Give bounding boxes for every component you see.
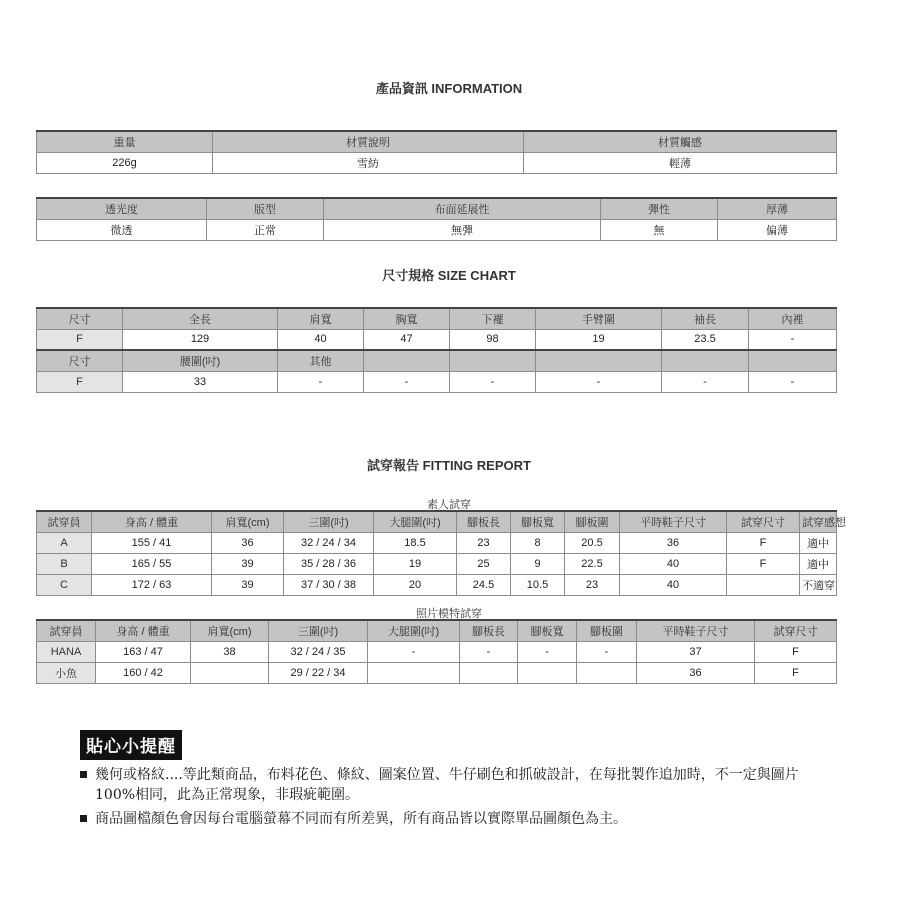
info-title: 產品資訊 INFORMATION [375,81,523,96]
table-cell: 19 [536,329,662,350]
table-header [662,350,749,371]
table-header: 透光度 [37,198,207,219]
table-header: 腳板長 [460,620,518,641]
table-cell [577,662,637,683]
table-cell: F [727,553,800,574]
table-row [37,574,837,595]
table-cell: - [278,371,364,392]
table-header: 腳板圍 [577,620,637,641]
table-cell: 25 [457,553,511,574]
table-cell: F [755,662,837,683]
table-cell [191,662,269,683]
table-cell: 39 [212,553,284,574]
table-cell: 23 [457,532,511,553]
table-cell: 160 / 42 [96,662,191,683]
square-bullet-icon [80,815,87,822]
table-cell: F [37,371,123,392]
table-cell: 適中 [800,532,837,553]
size-chart-table [36,307,837,393]
table-cell: 24.5 [457,574,511,595]
table-cell: F [755,641,837,662]
table-cell: 23 [565,574,620,595]
tip-text: 商品圖檔顏色會因每台電腦螢幕不同而有所差異，所有商品皆以實際單品圖顏色為主。 [95,811,627,827]
amateur-fitting-table [36,510,846,596]
table-header: 大腿圍(吋) [368,620,460,641]
table-header: 三圍(吋) [269,620,368,641]
table-header: 肩寬(cm) [212,511,284,532]
table-header: 布面延展性 [324,198,601,219]
table-header: 內裡 [749,308,837,329]
model-fitting-table [36,619,837,684]
table-cell: 32 / 24 / 34 [284,532,374,553]
table-cell: 29 / 22 / 34 [269,662,368,683]
size-chart-title: 尺寸規格 SIZE CHART [382,268,516,283]
table-header: 腳板寬 [511,511,565,532]
table-header: 尺寸 [37,350,123,371]
table-header: 身高 / 體重 [96,620,191,641]
table-cell: 20 [374,574,457,595]
table-header: 試穿尺寸 [755,620,837,641]
table-cell: 輕薄 [524,152,837,173]
table-header: 身高 / 體重 [92,511,212,532]
table-cell: 不適穿 [800,574,837,595]
table-header: 彈性 [601,198,718,219]
table-header: 尺寸 [37,308,123,329]
table-cell: F [37,329,123,350]
table-header: 三圍(吋) [284,511,374,532]
table-cell: 163 / 47 [96,641,191,662]
table-row [37,662,837,683]
table-cell: 40 [278,329,364,350]
table-header: 試穿感想 [800,511,837,532]
table-cell: 35 / 28 / 36 [284,553,374,574]
table-cell: 37 / 30 / 38 [284,574,374,595]
tip-item [80,809,800,829]
table-cell: 36 [637,662,755,683]
table-header: 試穿員 [37,511,92,532]
table-cell: 無 [601,219,718,240]
tip-text: 幾何或格紋....等此類商品，布料花色、條紋、圖案位置、牛仔刷色和抓破設計，在每批製作追加時，不一定與圖片100%相同，此為正常現象，非瑕疵範圍。 [95,767,799,803]
table-cell: A [37,532,92,553]
table-cell [518,662,577,683]
table-cell: F [727,532,800,553]
table-header: 版型 [207,198,324,219]
table-header: 厚薄 [718,198,837,219]
fitting-title: 試穿報告 FITTING REPORT [367,458,531,473]
table-cell: 9 [511,553,565,574]
tips-title: 貼心小提醒 [80,730,182,760]
table-header [749,350,837,371]
table-cell: 20.5 [565,532,620,553]
table-header: 袖長 [662,308,749,329]
table-header: 下襬 [450,308,536,329]
table-cell: - [577,641,637,662]
table-header: 其他 [278,350,364,371]
table-header: 重量 [37,131,213,152]
table-cell: 18.5 [374,532,457,553]
table-header: 胸寬 [364,308,450,329]
table-cell: - [368,641,460,662]
table-cell: B [37,553,92,574]
table-cell: 偏薄 [718,219,837,240]
table-header: 手臂圍 [536,308,662,329]
square-bullet-icon [80,771,87,778]
table-header: 大腿圍(吋) [374,511,457,532]
table-cell: - [749,329,837,350]
table-header: 肩寬(cm) [191,620,269,641]
table-cell: 32 / 24 / 35 [269,641,368,662]
table-cell [368,662,460,683]
table-header: 平時鞋子尺寸 [637,620,755,641]
table-cell: 正常 [207,219,324,240]
amateur-caption: 素人試穿 [427,499,471,511]
table-cell [727,574,800,595]
table-cell: 19 [374,553,457,574]
table-cell: - [749,371,837,392]
table-row [37,641,837,662]
table-header [450,350,536,371]
table-cell: 雪紡 [213,152,524,173]
table-header [364,350,450,371]
table-cell: - [460,641,518,662]
table-cell: 適中 [800,553,837,574]
table-cell: 36 [212,532,284,553]
tip-item [80,765,800,805]
table-cell: 40 [620,574,727,595]
table-cell: 無彈 [324,219,601,240]
table-cell: 23.5 [662,329,749,350]
table-row [37,532,837,553]
table-cell: 226g [37,152,213,173]
table-cell: 165 / 55 [92,553,212,574]
table-header: 試穿尺寸 [727,511,800,532]
table-cell: HANA [37,641,96,662]
table-cell: 10.5 [511,574,565,595]
table-cell: 172 / 63 [92,574,212,595]
table-cell: 98 [450,329,536,350]
table-row [37,553,837,574]
table-cell: - [518,641,577,662]
table-cell: 微透 [37,219,207,240]
table-cell: 小魚 [37,662,96,683]
table-cell [460,662,518,683]
table-header: 腳板圍 [565,511,620,532]
table-header: 腳板長 [457,511,511,532]
table-header: 平時鞋子尺寸 [620,511,727,532]
table-cell: 40 [620,553,727,574]
table-cell: - [662,371,749,392]
table-cell: 36 [620,532,727,553]
table-header: 材質說明 [213,131,524,152]
table-cell: 129 [123,329,278,350]
table-header [536,350,662,371]
info-table-1 [36,130,837,174]
model-caption: 照片模特試穿 [416,608,482,620]
table-cell: - [536,371,662,392]
table-cell: 33 [123,371,278,392]
table-header: 試穿員 [37,620,96,641]
table-cell: 38 [191,641,269,662]
table-cell: 39 [212,574,284,595]
table-header: 肩寬 [278,308,364,329]
table-header: 全長 [123,308,278,329]
table-cell: - [364,371,450,392]
info-table-2 [36,197,837,241]
table-cell: - [450,371,536,392]
table-cell: 47 [364,329,450,350]
table-header: 材質觸感 [524,131,837,152]
table-cell: 37 [637,641,755,662]
table-header: 腰圍(吋) [123,350,278,371]
table-cell: 8 [511,532,565,553]
table-cell: C [37,574,92,595]
table-cell: 22.5 [565,553,620,574]
table-header: 腳板寬 [518,620,577,641]
table-cell: 155 / 41 [92,532,212,553]
